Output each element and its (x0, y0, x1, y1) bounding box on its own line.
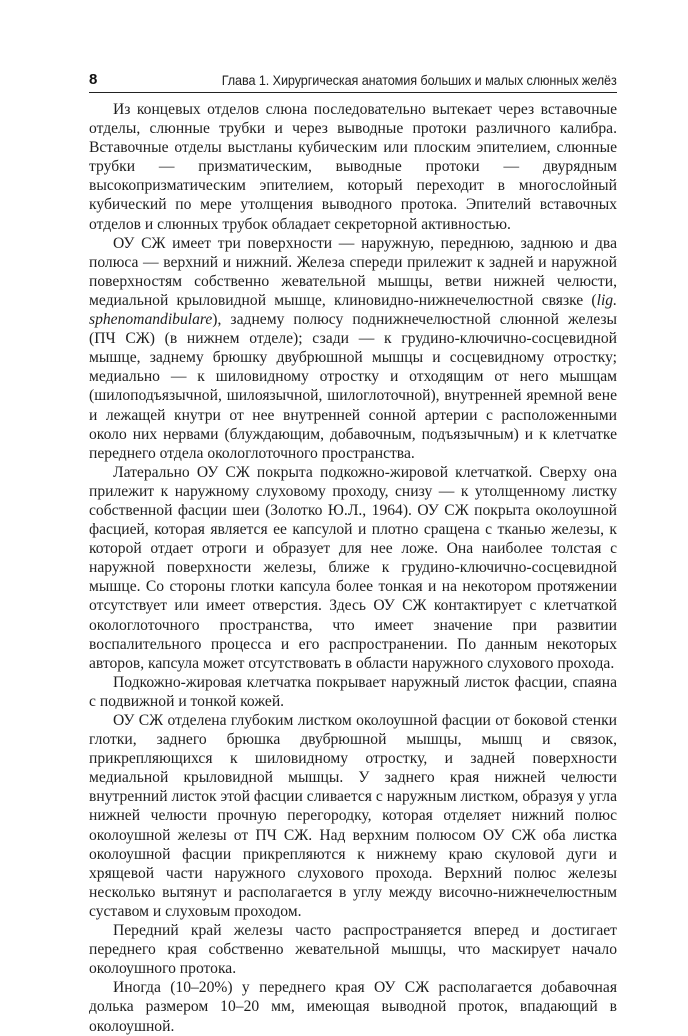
page-header (89, 68, 617, 93)
paragraph-2-part-2: ), заднему полюсу поднижнечелюстной слюнной железы (ПЧ СЖ) (в нижнем отделе); сзади — к грудино-ключично-сосцевидной мышце, заднему брюшку двубрюшной мышцы и сосцевидному отростку; медиально — к шиловидному отростку и отходящим от него мышцам (шилоподъязычной, шилоязычной, шилоглоточной), внутренней яремной вене и лежащей кнутри от нее внутренней сонной артерии с расположенными около них нервами (блуждающим, добавочным, подъязычным) и к клетчатке переднего отдела окологлоточного пространства. (89, 311, 617, 462)
paragraph-1: Из концевых отделов слюна последовательно вытекает через вставочные отделы, слюнные трубки и через выводные протоки различного калибра. Вставочные отделы выстланы кубическим или плоским эпителием, слюнные трубки — призматическим, выводные протоки — двурядным высокопризматическим эпителием, который переходит в многослойный кубический по мере утолщения выводного протока. Эпителий вставочных отделов и слюнных трубок обладает секреторной активностью. (89, 101, 617, 233)
latin-term: lig. sphenomandibulare (89, 291, 617, 329)
paragraph-6: Передний край железы часто распространяется вперед и достигает переднего края собственно жевательной мышцы, что маскирует начало околоушного протока. (89, 922, 617, 978)
paragraph-3: Латерально ОУ СЖ покрыта подкожно-жировой клетчаткой. Сверху она прилежит к наружному слуховому проходу, снизу — к утолщенному листку собственной фасции шеи (Золотко Ю.Л., 1964). ОУ СЖ покрыта околоушной фасцией, которая является ее капсулой и плотно сращена с тканью железы, к которой отдает отроги и образует для нее ложе. Она наиболее толстая с наружной поверхности железы, ближе к грудино-ключично-сосцевидной мышце. Со стороны глотки капсула более тонкая и на некотором протяжении отсутствует или имеет отверстия. Здесь ОУ СЖ контактирует с клетчаткой окологлоточного пространства, что имеет значение при развитии воспалительного процесса и его распространении. По данным некоторых авторов, капсула может отсутствовать в области наружного слухового прохода. (89, 463, 617, 672)
body-text (89, 100, 617, 1036)
paragraph-2 (89, 234, 617, 463)
paragraph-2-part-1: ОУ СЖ имеет три поверхности — наружную, переднюю, заднюю и два полюса — верхний и нижний. Железа спереди прилежит к задней и наружной поверхностям собственно жевательной мышцы, ветви нижней челюсти, медиальной крыловидной мышце, клиновидно-нижнечелюстной связке ( (89, 234, 617, 309)
paragraph-5: ОУ СЖ отделена глубоким листком околоушной фасции от боковой стенки глотки, заднего брюшка двубрюшной мышцы, мышц и связок, прикрепляющихся к шиловидному отростку, и задней поверхности медиальной крыловидной мышцы. У заднего края нижней челюсти внутренний листок этой фасции сливается с наружным листком, образуя у угла нижней челюсти прочную перегородку, которая отделяет нижний полюс околоушной железы от ПЧ СЖ. Над верхним полюсом ОУ СЖ оба листка околоушной фасции прикрепляются к нижнему краю скуловой дуги и хрящевой части наружного слухового прохода. Верхний полюс железы несколько вытянут и располагается в углу между височно-нижнечелюстным суставом и слуховым проходом. (89, 712, 617, 920)
running-title: Глава 1. Хирургическая анатомия больших и малых слюнных желёз (222, 73, 617, 88)
page-number: 8 (89, 71, 98, 88)
paragraph-4: Подкожно-жировая клетчатка покрывает наружный листок фасции, спаяна с подвижной и тонкой кожей. (89, 673, 617, 710)
paragraph-7: Иногда (10–20%) у переднего края ОУ СЖ располагается добавочная долька размером 10–20 мм, имеющая выводной проток, впадающий в околоушной. (89, 979, 617, 1035)
